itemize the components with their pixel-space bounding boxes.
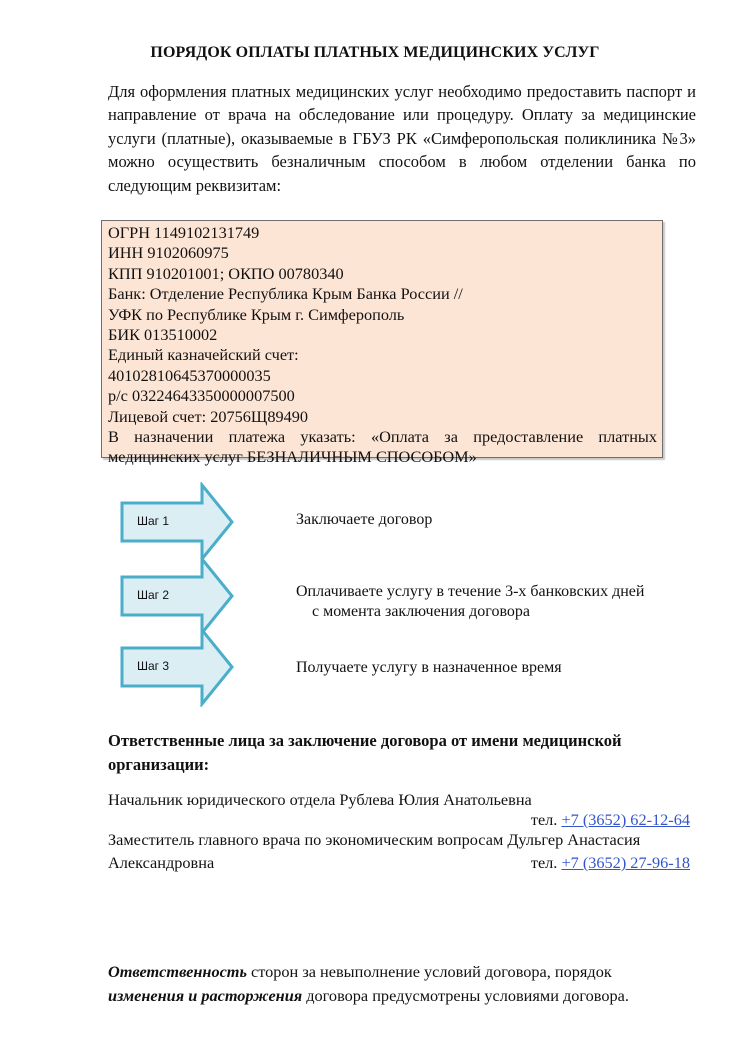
step-3-text: Получаете услугу в назначенное время: [296, 659, 562, 676]
contact-1-phone-line: [531, 810, 690, 830]
requisite-personal-account: Лицевой счет: 20756Щ89490: [108, 406, 309, 426]
contact-2-name-line2: Александровна: [108, 853, 215, 872]
contact-1-name: Начальник юридического отдела Рублева Юлия Анатольевна: [108, 790, 532, 809]
footer-paragraph: [108, 960, 708, 1008]
footer-text-1: сторон за невыполнение условий договора, порядок: [246, 962, 612, 981]
requisite-payment-purpose: В назначении платежа указать: «Оплата за предоставление платных медицинских услуг БЕЗНАЛИЧНЫМ СПОСОБОМ»: [108, 427, 657, 467]
requisite-ufk: УФК по Республике Крым г. Симферополь: [108, 304, 405, 324]
step-1-text: Заключаете договор: [296, 511, 433, 528]
step-2-text-line1: Оплачиваете услугу в течение 3-х банковских дней: [296, 583, 645, 600]
contact-2-phone-prefix: тел.: [530, 853, 562, 872]
requisite-bik: БИК 013510002: [108, 325, 218, 345]
step-1-label: Шаг 1: [137, 514, 170, 528]
requisite-treasury-account: 40102810645370000035: [108, 365, 271, 385]
requisite-inn: ИНН 9102060975: [108, 243, 229, 263]
requisites-box: [101, 220, 663, 467]
step-3-label: Шаг 3: [137, 659, 170, 673]
page-title: ПОРЯДОК ОПЛАТЫ ПЛАТНЫХ МЕДИЦИНСКИХ УСЛУГ: [150, 44, 600, 61]
contact-2-phone-link[interactable]: +7 (3652) 27-96-18: [561, 853, 690, 872]
intro-paragraph: Для оформления платных медицинских услуг необходимо предоставить паспорт и направление от врача на обследование или процедуру. Оплату за медицинские услуги (платные), оказываемые в ГБУЗ РК «Симферопольская поликлиника №3» можно осуществить безналичным способом в любом отделении банка по следующим реквизитам:: [108, 82, 696, 195]
contact-1-phone-prefix: тел.: [530, 810, 562, 829]
requisite-settlement-account: р/с 03224643350000007500: [108, 386, 295, 406]
contact-2-name-line1: Заместитель главного врача по экономическим вопросам Дульгер Анастасия: [108, 830, 641, 849]
requisite-bank: Банк: Отделение Республика Крым Банка России //: [108, 284, 463, 304]
responsible-heading: Ответственные лица за заключение договора от имени медицинской организации:: [108, 731, 622, 774]
footer-emphasis-changes: изменения и расторжения: [108, 986, 303, 1005]
contact-2-phone-line: [531, 853, 690, 873]
requisite-treasury-label: Единый казначейский счет:: [108, 345, 299, 365]
contact-1-phone-link[interactable]: +7 (3652) 62-12-64: [561, 810, 690, 829]
step-2-label: Шаг 2: [137, 588, 170, 602]
requisite-ogrn: ОГРН 1149102131749: [108, 223, 260, 242]
footer-text-2: договора предусмотрены условиями договора.: [302, 986, 629, 1005]
footer-emphasis-responsibility: Ответственность: [108, 962, 247, 981]
requisite-kpp-okpo: КПП 910201001; ОКПО 00780340: [108, 263, 344, 283]
step-2-text-line2: с момента заключения договора: [312, 603, 531, 620]
